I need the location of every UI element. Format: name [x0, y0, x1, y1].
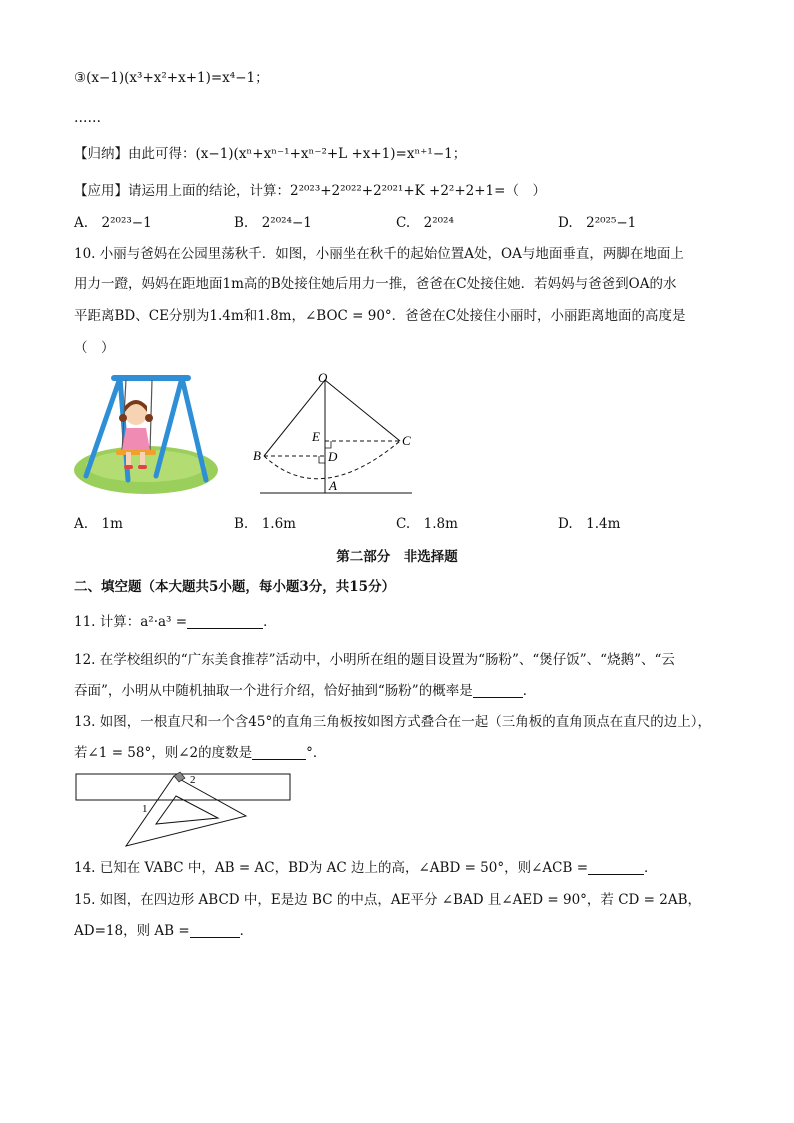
q12-answer-blank[interactable] — [473, 683, 523, 698]
q12-text: 吞面”，小明从中随机抽取一个进行介绍，恰好抽到“肠粉”的概率是 — [74, 683, 473, 699]
q12-line-2: 吞面”，小明从中随机抽取一个进行介绍，恰好抽到“肠粉”的概率是 ． — [74, 683, 537, 699]
q10-line-4: （ ） — [74, 340, 115, 356]
q13-text: 若∠1 = 58°，则∠2的度数是 — [74, 745, 253, 761]
label-O: O — [318, 370, 328, 385]
label-E: E — [312, 429, 320, 444]
q15-line-1: 15. 如图，在四边形 ABCD 中，E是边 BC 的中点，AE平分 ∠BAD 且∠AED = 90°，若 CD = 2AB， — [74, 892, 702, 908]
ruler-triangle-diagram — [70, 768, 300, 850]
q9-option-b[interactable]: B. 2²⁰²⁴−1 — [234, 215, 312, 231]
q13-suffix: °． — [306, 745, 327, 761]
q10-option-b[interactable]: B. 1.6m — [234, 516, 296, 532]
q13-line-1: 13. 如图，一根直尺和一个含45°的直角三角板按如图方式叠合在一起（三角板的直角顶点在直尺的边上）， — [74, 714, 711, 730]
induction-tag: 【归纳】 — [74, 146, 128, 162]
induction-text: 由此可得：(x−1)(xⁿ+xⁿ⁻¹+xⁿ⁻²+L +x+1)=xⁿ⁺¹−1； — [128, 146, 467, 162]
formula-item-3: ③(x−1)(x³+x²+x+1)=x⁴−1； — [74, 70, 269, 86]
q15-line-2: AD=18，则 AB = ． — [74, 923, 254, 939]
segment-OC — [325, 380, 400, 441]
ellipsis: …… — [74, 110, 101, 126]
q11-text: 11. 计算：a²·a³ = — [74, 614, 188, 630]
q14-text: 14. 已知在 VABC 中，AB = AC，BD为 AC 边上的高，∠ABD = 50°，则∠ACB = — [74, 860, 589, 876]
section-2-title: 二、填空题（本大题共5小题，每小题3分，共15分） — [74, 579, 396, 595]
q11-answer-blank[interactable] — [187, 614, 263, 629]
q9-option-d[interactable]: D. 2²⁰²⁵−1 — [558, 215, 637, 231]
label-C: C — [402, 433, 411, 448]
apply-text: 请运用上面的结论，计算：2²⁰²³+2²⁰²²+2²⁰²¹+K +2²+2+1=（ ） — [128, 183, 546, 199]
q11-line: 11. 计算：a²·a³ = ． — [74, 614, 277, 630]
q14-answer-blank[interactable] — [588, 860, 644, 875]
angle-label-2: 2 — [190, 774, 196, 786]
q10-line-1: 10. 小丽与爸妈在公园里荡秋千．如图，小丽坐在秋千的起始位置A处，OA与地面垂直，两脚在地面上 — [74, 246, 684, 262]
q10-option-d[interactable]: D. 1.4m — [558, 516, 621, 532]
apply-tag: 【应用】 — [74, 183, 128, 199]
segment-OB — [264, 380, 325, 456]
q10-option-c[interactable]: C. 1.8m — [396, 516, 458, 532]
q13-answer-blank[interactable] — [252, 745, 306, 760]
swing-illustration — [70, 372, 220, 500]
swing-geometry-diagram — [250, 368, 420, 500]
q14-line: 14. 已知在 VABC 中，AB = AC，BD为 AC 边上的高，∠ABD = 50°，则∠ACB = ． — [74, 860, 658, 876]
q10-option-a[interactable]: A. 1m — [74, 516, 123, 532]
label-B: B — [253, 448, 261, 463]
q15-answer-blank[interactable] — [190, 923, 240, 938]
q10-line-3: 平距离BD、CE分别为1.4m和1.8m，∠BOC = 90°．爸爸在C处接住小丽时，小丽距离地面的高度是 — [74, 308, 686, 324]
label-D: D — [328, 449, 338, 464]
induction-line — [74, 144, 466, 164]
q9-option-c[interactable]: C. 2²⁰²⁴ — [396, 215, 454, 231]
part-2-title: 第二部分 非选择题 — [336, 549, 458, 565]
label-A: A — [329, 478, 337, 493]
q10-line-2: 用力一蹬，妈妈在距地面1m高的B处接住她后用力一推，爸爸在C处接住她．若妈妈与爸爸到OA的水 — [74, 276, 677, 292]
q13-line-2 — [74, 743, 326, 763]
q15-text: AD=18，则 AB = — [74, 923, 190, 939]
q9-option-a[interactable]: A. 2²⁰²³−1 — [74, 215, 152, 231]
q12-line-1: 12. 在学校组织的“广东美食推荐”活动中，小明所在组的题目设置为“肠粉”、“煲仔饭”、“烧鹅”、“云 — [74, 652, 675, 668]
angle-label-1: 1 — [142, 803, 148, 815]
apply-line — [74, 181, 546, 201]
